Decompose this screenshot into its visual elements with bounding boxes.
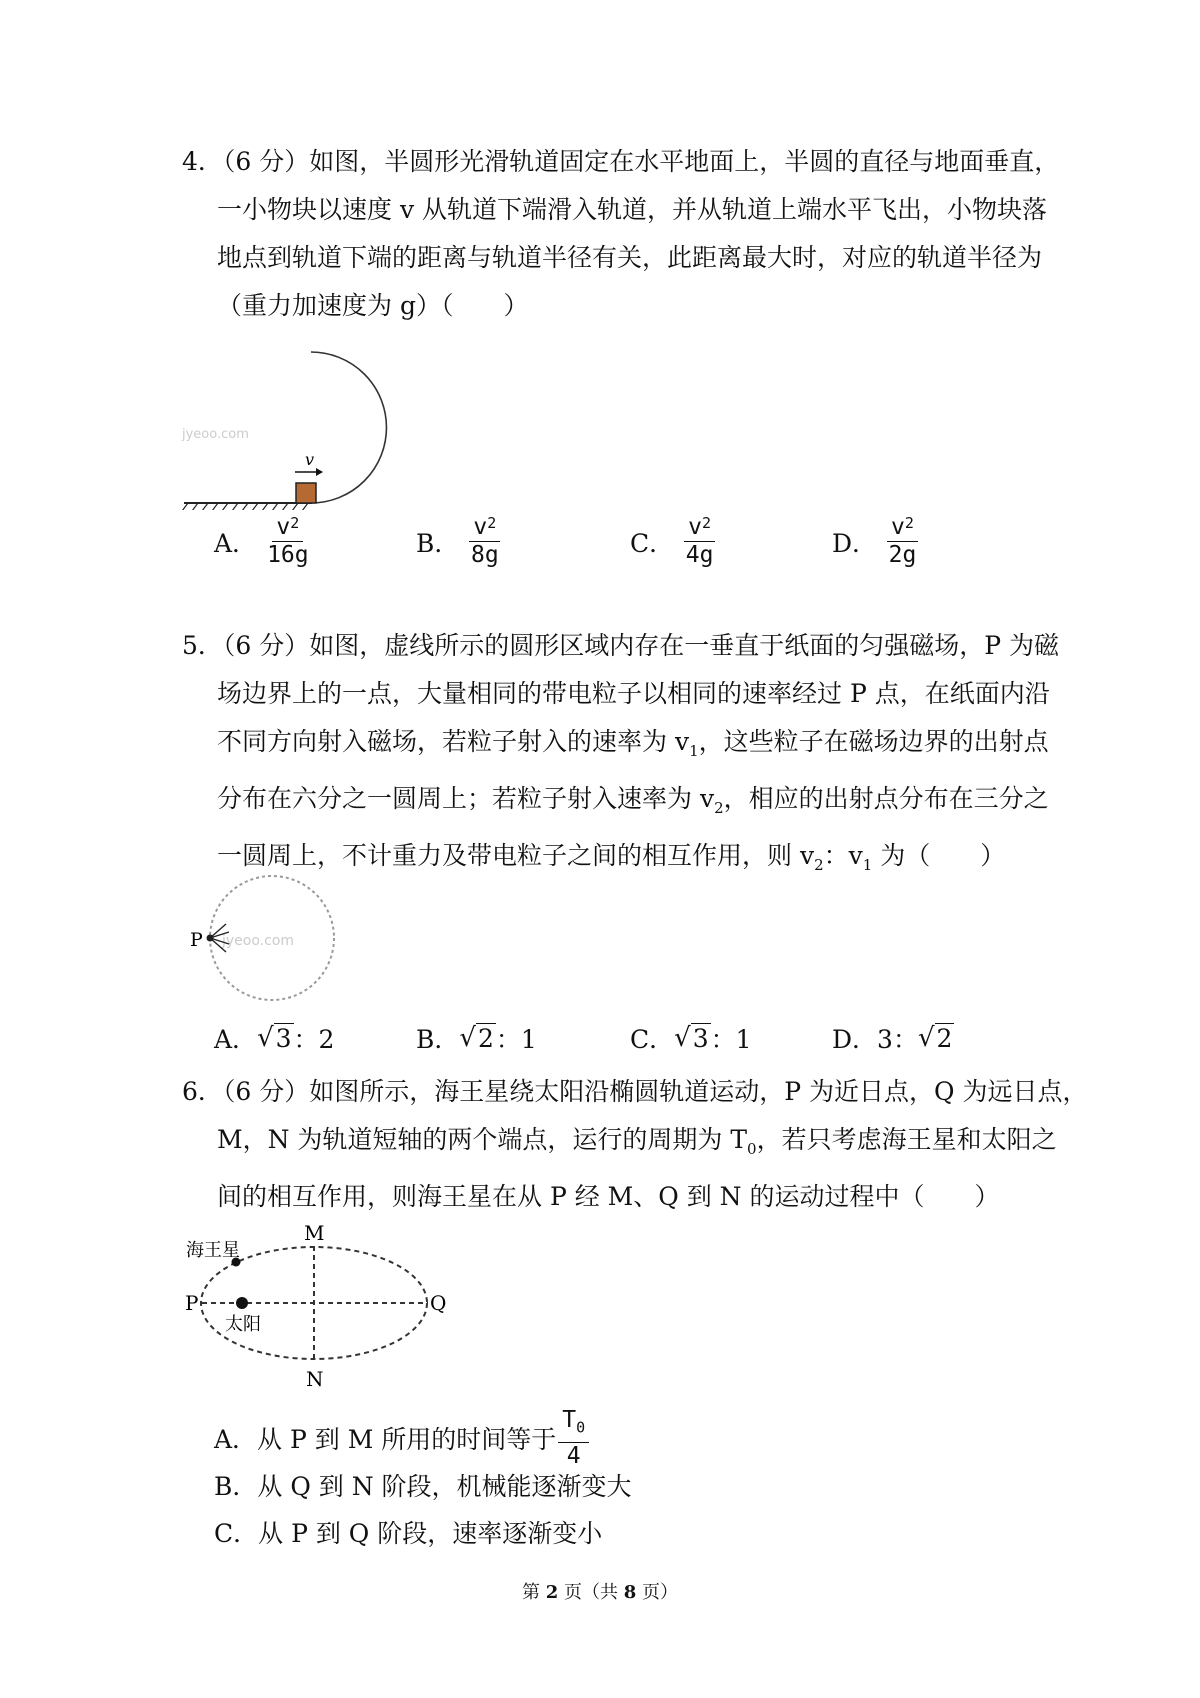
ground-hatch	[182, 503, 308, 510]
label-sun: 太阳	[225, 1314, 261, 1335]
exponent: 2	[702, 514, 712, 532]
choice-text: A．从 P 到 M 所用的时间等于	[214, 1425, 557, 1455]
q4-option-c[interactable]	[630, 514, 715, 569]
label-q: Q	[430, 1291, 447, 1315]
q5-magnetic-field-figure	[180, 868, 360, 1008]
label-n: N	[306, 1367, 324, 1391]
subscript: 2	[714, 799, 724, 817]
footer-text: 第	[522, 1582, 546, 1603]
velocity-arrowhead	[316, 468, 323, 476]
q6-line-2	[182, 1116, 1057, 1173]
q6-choice-b[interactable]	[214, 1467, 632, 1503]
option-letter: A．	[214, 528, 258, 558]
sun-dot	[236, 1297, 248, 1309]
text: M，N 为轨道短轴的两个端点，运行的周期为 T	[217, 1125, 748, 1154]
option-letter: D．	[832, 1025, 878, 1054]
square-root: √ 2	[459, 1023, 494, 1053]
radicand: 2	[936, 1024, 953, 1053]
radicand: 3	[692, 1024, 709, 1053]
ratio-rest: ：1	[495, 1025, 537, 1054]
radicand: 2	[477, 1024, 494, 1053]
q4-line-2: 一小物块以速度 v 从轨道下端滑入轨道，并从轨道上端水平飞出，小物块落	[217, 195, 1048, 224]
q4-track-figure	[180, 340, 420, 510]
label-p: P	[190, 929, 203, 951]
square-root: √ 2	[917, 1023, 953, 1053]
option-letter: C．	[630, 1025, 675, 1054]
ratio-rest: ：2	[293, 1025, 335, 1054]
denominator: 4g	[685, 542, 714, 568]
text: 一圆周上，不计重力及带电粒子之间的相互作用，则 v	[217, 841, 815, 870]
fraction	[267, 514, 309, 569]
q4-line-3: 地点到轨道下端的距离与轨道半径有关，此距离最大时，对应的轨道半径为	[217, 243, 1043, 272]
numerator: T	[562, 1407, 577, 1433]
q5-line-2: 场边界上的一点，大量相同的带电粒子以相同的速率经过 P 点，在纸面内沿	[217, 679, 1050, 708]
exponent: 2	[290, 514, 300, 532]
question-4	[182, 138, 1060, 330]
exponent: 2	[487, 514, 497, 532]
text: 不同方向射入磁场，若粒子射入的速率为 v	[217, 727, 690, 756]
fraction	[887, 514, 918, 569]
text: ，这些粒子在磁场边界的出射点	[698, 727, 1049, 756]
subscript: 0	[576, 1418, 586, 1437]
denominator: 4	[566, 1442, 581, 1469]
square-root: √ 3	[674, 1023, 709, 1053]
q6-orbit-figure	[180, 1218, 450, 1393]
question-6	[182, 1068, 1088, 1221]
option-letter: B．	[416, 528, 460, 558]
fraction	[684, 514, 715, 569]
text: ：v	[823, 841, 863, 870]
q5-option-b[interactable]	[416, 1020, 537, 1056]
option-letter: C．	[630, 528, 675, 558]
q6-line-3: 间的相互作用，则海王星在从 P 经 M、Q 到 N 的运动过程中（ ）	[217, 1182, 1000, 1211]
exponent: 2	[904, 514, 914, 532]
numerator: v	[891, 514, 905, 540]
option-letter: D．	[832, 528, 878, 558]
fraction	[558, 1407, 589, 1470]
numerator: v	[688, 514, 702, 540]
q5-line-1: 5．（6 分）如图，虚线所示的圆形区域内存在一垂直于纸面的匀强磁场，P 为磁	[182, 631, 1060, 660]
choice-text: B．从 Q 到 N 阶段，机械能逐渐变大	[214, 1472, 632, 1501]
q5-option-d[interactable]	[832, 1020, 954, 1056]
numerator: v	[473, 514, 488, 540]
block	[296, 483, 316, 503]
numerator: v	[276, 514, 291, 540]
q6-choice-a[interactable]	[214, 1407, 589, 1470]
text: 为（ ）	[872, 841, 1006, 870]
total-pages: 8	[623, 1582, 637, 1603]
subscript: 1	[862, 856, 873, 874]
subscript: 2	[814, 856, 824, 874]
q6-choice-c[interactable]	[214, 1514, 602, 1550]
choice-text: C．从 P 到 Q 阶段，速率逐渐变小	[214, 1519, 603, 1548]
fraction	[469, 514, 500, 569]
q4-option-d[interactable]	[832, 514, 918, 569]
subscript: 0	[747, 1140, 757, 1158]
option-letter: B．	[416, 1025, 460, 1054]
option-letter: A．	[214, 1025, 258, 1054]
footer-text: 页）	[636, 1582, 678, 1603]
text: ，相应的出射点分布在三分之	[723, 784, 1049, 813]
footer-text: 页（共	[558, 1582, 624, 1603]
label-v: v	[305, 450, 315, 469]
square-root: √ 3	[257, 1023, 292, 1053]
page-number: 2	[545, 1582, 559, 1603]
q5-watermark: jyeoo.com	[222, 933, 295, 949]
question-5	[182, 622, 1060, 889]
q5-line-4	[182, 775, 1049, 832]
q5-option-a[interactable]	[214, 1020, 334, 1056]
label-m: M	[304, 1221, 325, 1245]
page-footer	[0, 1578, 1200, 1604]
q4-option-b[interactable]	[416, 514, 500, 569]
q4-watermark: jyeoo.com	[182, 427, 249, 442]
radicand: 3	[275, 1024, 292, 1053]
q5-option-c[interactable]	[630, 1020, 752, 1056]
denominator: 2g	[888, 542, 917, 568]
denominator: 8g	[470, 542, 499, 568]
label-neptune: 海王星	[186, 1240, 240, 1261]
q4-line-1: 4．（6 分）如图，半圆形光滑轨道固定在水平地面上，半圆的直径与地面垂直，	[182, 147, 1060, 176]
denominator: 16g	[267, 542, 309, 568]
q6-line-1: 6．（6 分）如图所示，海王星绕太阳沿椭圆轨道运动，P 为近日点，Q 为远日点，	[182, 1077, 1088, 1106]
q4-option-a[interactable]	[214, 514, 309, 569]
ratio-rest: ：1	[710, 1025, 752, 1054]
q4-line-4: （重力加速度为 g）（ ）	[217, 291, 529, 320]
subscript: 1	[689, 742, 699, 760]
semicircle-track	[311, 352, 386, 503]
text: ，若只考虑海王星和太阳之	[756, 1125, 1057, 1154]
q5-line-3	[182, 718, 1049, 775]
ratio-pre: 3：	[877, 1025, 918, 1054]
label-p: P	[185, 1291, 199, 1315]
text: 分布在六分之一圆周上；若粒子射入速率为 v	[217, 784, 715, 813]
